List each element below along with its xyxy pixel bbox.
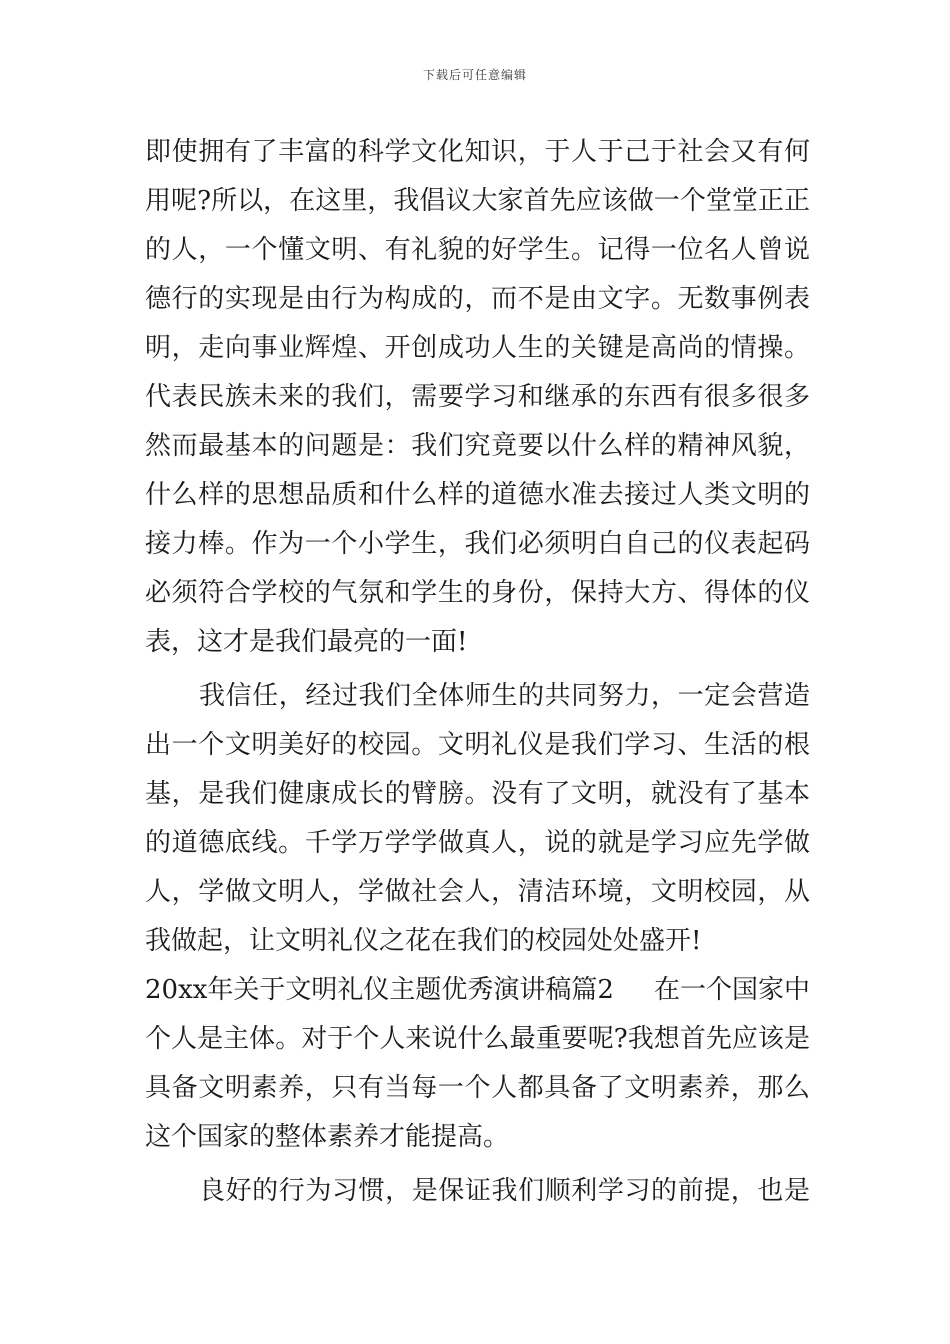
- section-heading-line: [145, 966, 810, 1015]
- text-line-tail: 在一个国家中: [653, 975, 810, 1005]
- text-line: 用呢?所以，在这里，我倡议大家首先应该做一个堂堂正正: [145, 186, 810, 216]
- text-line: 明，走向事业辉煌、开创成功人生的关键是高尚的情操。: [145, 333, 810, 363]
- text-line: 然而最基本的问题是：我们究竟要以什么样的精神风貌，: [145, 431, 810, 461]
- text-line: 这个国家的整体素养才能提高。: [145, 1122, 510, 1152]
- text-line: 出一个文明美好的校园。文明礼仪是我们学习、生活的根: [145, 730, 810, 760]
- text-line: 什么样的思想品质和什么样的道德水准去接过人类文明的: [145, 480, 810, 510]
- text-line: 代表民族未来的我们，需要学习和继承的东西有很多很多: [145, 382, 810, 412]
- text-line: 我做起，让文明礼仪之花在我们的校园处处盛开!: [145, 926, 702, 956]
- paragraph-1: [145, 128, 810, 667]
- text-line: 德行的实现是由行为构成的，而不是由文字。无数事例表: [145, 284, 810, 314]
- text-line: 具备文明素养，只有当每一个人都具备了文明素养，那么: [145, 1073, 810, 1103]
- text-line: 基，是我们健康成长的臂膀。没有了文明，就没有了基本: [145, 779, 810, 809]
- paragraph-2: [145, 672, 810, 966]
- text-line: 的人，一个懂文明、有礼貌的好学生。记得一位名人曾说: [145, 235, 810, 265]
- text-line: 的道德底线。千学万学学做真人，说的就是学习应先学做: [145, 828, 810, 858]
- text-line: 个人是主体。对于个人来说什么最重要呢?我想首先应该是: [145, 1024, 810, 1054]
- text-line: 必须符合学校的气氛和学生的身份，保持大方、得体的仪: [145, 578, 810, 608]
- page-header: 下载后可任意编辑: [422, 68, 527, 82]
- text-line: 即使拥有了丰富的科学文化知识，于人于己于社会又有何: [145, 137, 810, 167]
- text-line: 接力棒。作为一个小学生，我们必须明白自己的仪表起码: [145, 529, 810, 559]
- text-line: 人，学做文明人，学做社会人，清洁环境，文明校园，从: [145, 877, 810, 907]
- paragraph-3: [145, 1015, 810, 1162]
- text-line: 我信任，经过我们全体师生的共同努力，一定会营造: [199, 681, 810, 711]
- section-heading: 20xx年关于文明礼仪主题优秀演讲稿篇2: [145, 975, 614, 1005]
- paragraph-4: [145, 1167, 810, 1216]
- text-line: 表，这才是我们最亮的一面!: [145, 627, 468, 657]
- text-line: 良好的行为习惯，是保证我们顺利学习的前提，也是: [199, 1176, 810, 1206]
- document-body: [145, 128, 810, 1216]
